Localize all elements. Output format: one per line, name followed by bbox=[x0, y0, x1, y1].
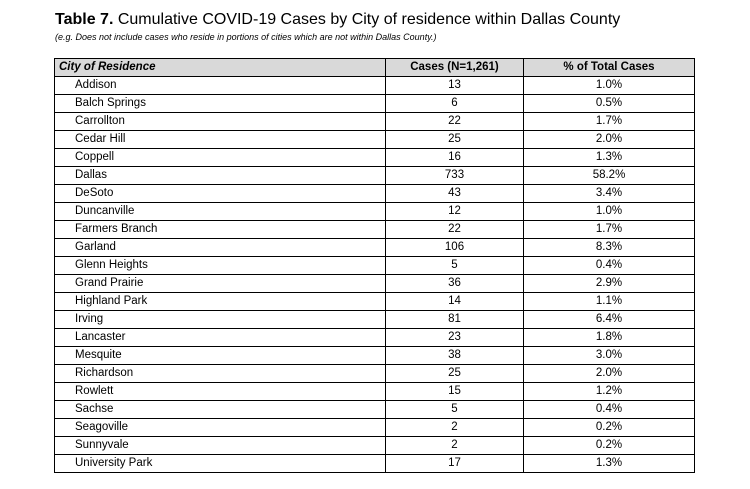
percent-cell: 8.3% bbox=[524, 239, 695, 257]
table-row bbox=[55, 293, 695, 311]
cases-cell: 25 bbox=[386, 365, 524, 383]
table-row bbox=[55, 131, 695, 149]
cases-cell: 17 bbox=[386, 455, 524, 473]
cases-cell: 2 bbox=[386, 419, 524, 437]
table-row bbox=[55, 437, 695, 455]
city-cell: Rowlett bbox=[55, 383, 386, 401]
city-cell: Seagoville bbox=[55, 419, 386, 437]
city-cell: Addison bbox=[55, 77, 386, 95]
table-row bbox=[55, 257, 695, 275]
city-cell: Garland bbox=[55, 239, 386, 257]
percent-cell: 1.0% bbox=[524, 203, 695, 221]
percent-cell: 1.1% bbox=[524, 293, 695, 311]
percent-cell: 1.3% bbox=[524, 455, 695, 473]
percent-cell: 1.7% bbox=[524, 113, 695, 131]
table-title-text: Cumulative COVID-19 Cases by City of residence within Dallas County bbox=[113, 11, 621, 28]
table-number: Table 7. bbox=[55, 11, 114, 28]
city-cell: Coppell bbox=[55, 149, 386, 167]
header-city: City of Residence bbox=[55, 59, 386, 77]
percent-cell: 0.2% bbox=[524, 437, 695, 455]
city-cell: Sachse bbox=[55, 401, 386, 419]
cases-cell: 15 bbox=[386, 383, 524, 401]
header-row bbox=[55, 59, 695, 77]
table-row bbox=[55, 239, 695, 257]
table-row bbox=[55, 329, 695, 347]
table-row bbox=[55, 221, 695, 239]
percent-cell: 2.0% bbox=[524, 131, 695, 149]
table-row bbox=[55, 149, 695, 167]
table-row bbox=[55, 203, 695, 221]
cases-cell: 22 bbox=[386, 113, 524, 131]
table-row bbox=[55, 95, 695, 113]
percent-cell: 3.4% bbox=[524, 185, 695, 203]
cases-cell: 14 bbox=[386, 293, 524, 311]
table-row bbox=[55, 77, 695, 95]
table-note: (e.g. Does not include cases who reside in portions of cities which are not within Dallas County.) bbox=[55, 32, 437, 42]
city-cell: Lancaster bbox=[55, 329, 386, 347]
table-row bbox=[55, 419, 695, 437]
percent-cell: 2.0% bbox=[524, 365, 695, 383]
table-row bbox=[55, 167, 695, 185]
city-cell: Sunnyvale bbox=[55, 437, 386, 455]
table-row bbox=[55, 275, 695, 293]
percent-cell: 0.5% bbox=[524, 95, 695, 113]
city-cell: DeSoto bbox=[55, 185, 386, 203]
cases-cell: 13 bbox=[386, 77, 524, 95]
table-row bbox=[55, 401, 695, 419]
cases-cell: 25 bbox=[386, 131, 524, 149]
percent-cell: 1.7% bbox=[524, 221, 695, 239]
city-cell: Grand Prairie bbox=[55, 275, 386, 293]
table-row bbox=[55, 113, 695, 131]
percent-cell: 0.4% bbox=[524, 257, 695, 275]
table-row bbox=[55, 185, 695, 203]
cases-cell: 106 bbox=[386, 239, 524, 257]
cases-cell: 6 bbox=[386, 95, 524, 113]
table-row bbox=[55, 311, 695, 329]
percent-cell: 1.8% bbox=[524, 329, 695, 347]
cases-cell: 733 bbox=[386, 167, 524, 185]
city-cell: University Park bbox=[55, 455, 386, 473]
header-cases: Cases (N=1,261) bbox=[386, 59, 524, 77]
cases-table bbox=[54, 58, 695, 473]
header-percent: % of Total Cases bbox=[524, 59, 695, 77]
cases-cell: 5 bbox=[386, 401, 524, 419]
percent-cell: 1.0% bbox=[524, 77, 695, 95]
city-cell: Richardson bbox=[55, 365, 386, 383]
table-title bbox=[55, 10, 620, 30]
percent-cell: 1.2% bbox=[524, 383, 695, 401]
percent-cell: 1.3% bbox=[524, 149, 695, 167]
percent-cell: 3.0% bbox=[524, 347, 695, 365]
percent-cell: 0.2% bbox=[524, 419, 695, 437]
table-row bbox=[55, 347, 695, 365]
table-body bbox=[55, 77, 695, 473]
cases-cell: 22 bbox=[386, 221, 524, 239]
city-cell: Cedar Hill bbox=[55, 131, 386, 149]
cases-cell: 81 bbox=[386, 311, 524, 329]
cases-cell: 2 bbox=[386, 437, 524, 455]
cases-cell: 16 bbox=[386, 149, 524, 167]
cases-cell: 12 bbox=[386, 203, 524, 221]
city-cell: Duncanville bbox=[55, 203, 386, 221]
cases-cell: 36 bbox=[386, 275, 524, 293]
cases-cell: 5 bbox=[386, 257, 524, 275]
percent-cell: 0.4% bbox=[524, 401, 695, 419]
city-cell: Balch Springs bbox=[55, 95, 386, 113]
city-cell: Irving bbox=[55, 311, 386, 329]
table-row bbox=[55, 383, 695, 401]
city-cell: Dallas bbox=[55, 167, 386, 185]
city-cell: Carrollton bbox=[55, 113, 386, 131]
percent-cell: 6.4% bbox=[524, 311, 695, 329]
percent-cell: 58.2% bbox=[524, 167, 695, 185]
city-cell: Glenn Heights bbox=[55, 257, 386, 275]
city-cell: Highland Park bbox=[55, 293, 386, 311]
cases-cell: 23 bbox=[386, 329, 524, 347]
cases-cell: 38 bbox=[386, 347, 524, 365]
table-row bbox=[55, 365, 695, 383]
cases-cell: 43 bbox=[386, 185, 524, 203]
city-cell: Mesquite bbox=[55, 347, 386, 365]
table-row bbox=[55, 455, 695, 473]
percent-cell: 2.9% bbox=[524, 275, 695, 293]
city-cell: Farmers Branch bbox=[55, 221, 386, 239]
